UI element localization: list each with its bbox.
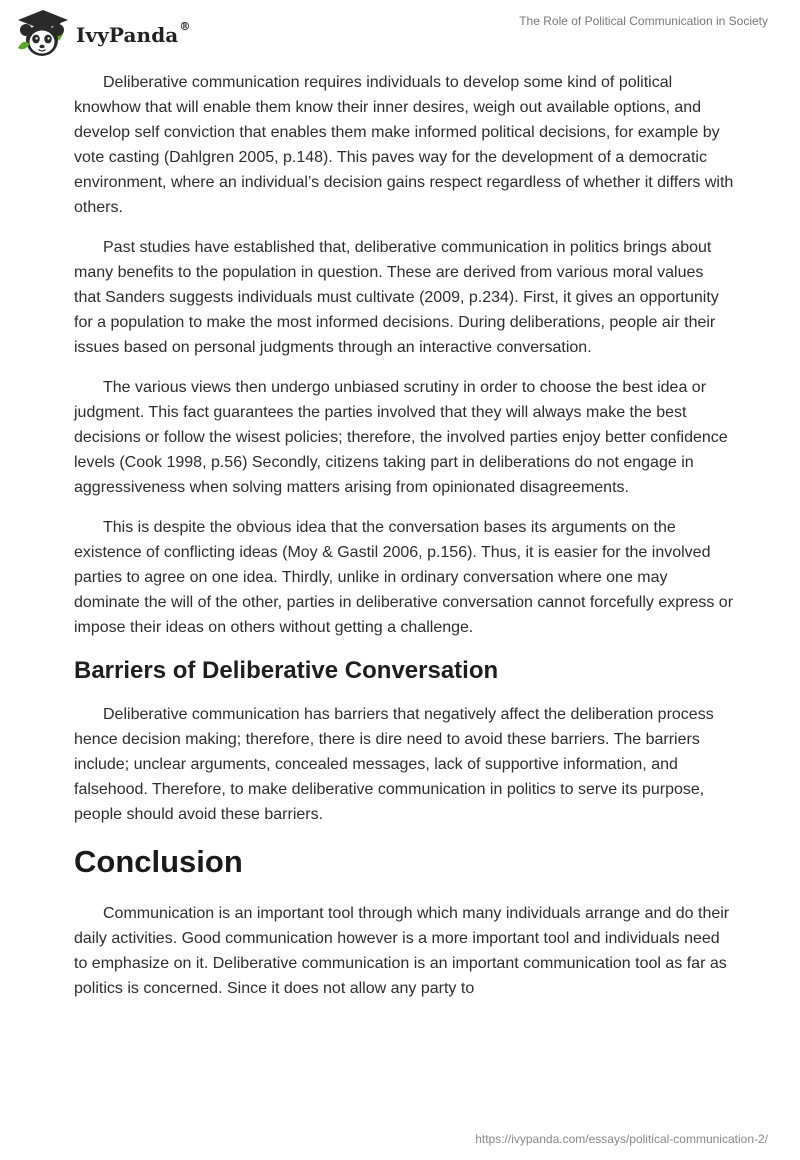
source-url[interactable]: https://ivypanda.com/essays/political-communication-2/ [475,1132,768,1146]
section-heading-barriers: Barriers of Deliberative Conversation [74,657,499,684]
panda-graduation-cap-icon [14,8,72,58]
document-title: The Role of Political Communication in Society [519,14,768,28]
article-body [74,70,734,1016]
paragraph: Deliberative communication has barriers that negatively affect the deliberation process hence decision making; therefore, there is dire need to avoid these barriers. The barriers include; unclear arguments, concealed messages, lack of supportive information, and falsehood. Therefore, to make deliberative communication in politics to serve its purpose, people should avoid these barriers. [74,706,714,823]
paragraph: Deliberative communication requires individuals to develop some kind of political knowhow that will enable them know their inner desires, weigh out available options, and develop self conviction that enables them make informed political decisions, for example by vote casting (Dahlgren 2005, p.148). This paves way for the development of a democratic environment, where an individual’s decision gains respect regardless of whether it differs with others. [74,74,734,216]
page-header [0,0,800,64]
section-heading-conclusion: Conclusion [74,844,243,879]
brand-logo[interactable] [14,8,190,58]
paragraph: This is despite the obvious idea that the conversation bases its arguments on the existence of conflicting ideas (Moy & Gastil 2006, p.156). Thus, it is easier for the involved parties to agree on one idea. Thirdly, unlike in ordinary conversation where one may dominate the will of the other, parties in deliberative conversation cannot forcefully express or impose their ideas on others without getting a challenge. [74,519,734,636]
paragraph: Past studies have established that, deliberative communication in politics brings about many benefits to the population in question. These are derived from various moral values that Sanders suggests individuals must cultivate (2009, p.234). First, it gives an opportunity for a population to make the most informed decisions. During deliberations, people air their issues based on personal judgments through an interactive conversation. [74,239,719,356]
brand-name: IvyPanda® [76,20,191,47]
paragraph: Communication is an important tool through which many individuals arrange and do their daily activities. Good communication however is a more important tool and individuals need to emphasize on it. Deliberative communication is an important communication tool as far as politics is concerned. Since it does not allow any party to [74,905,730,997]
registered-mark: ® [179,20,191,33]
paragraph: The various views then undergo unbiased scrutiny in order to choose the best idea or judgment. This fact guarantees the parties involved that they will always make the best decisions or follow the wisest policies; therefore, the involved parties enjoy better confidence levels (Cook 1998, p.56) Secondly, citizens taking part in deliberations do not engage in aggressiveness when solving matters arising from opinionated disagreements. [74,379,728,496]
